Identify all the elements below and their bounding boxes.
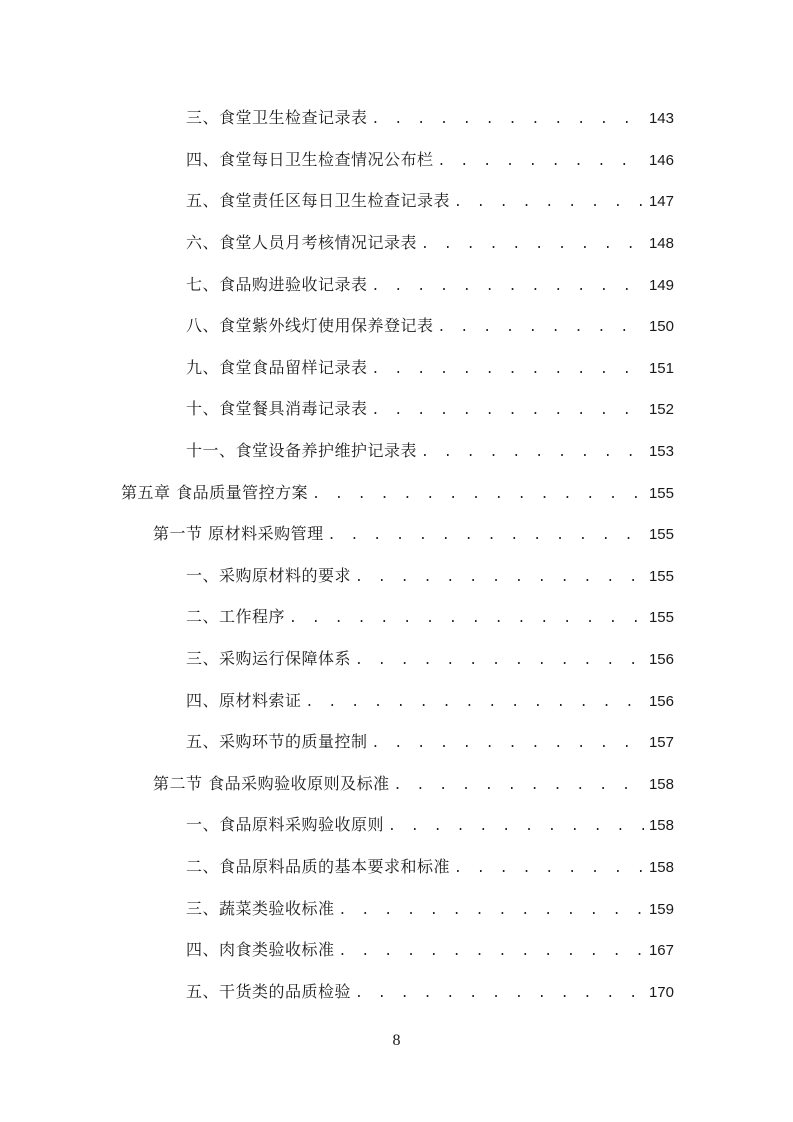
toc-entry-title: 第一节 原材料采购管理 <box>153 524 324 544</box>
toc-entry-page: 148 <box>648 235 674 253</box>
toc-entry-title: 九、食堂食品留样记录表 <box>186 357 368 377</box>
toc-dot-leader <box>306 695 644 710</box>
toc-entry[interactable] <box>0 969 793 1011</box>
toc-entry[interactable] <box>0 886 793 928</box>
toc-entry[interactable] <box>0 803 793 845</box>
toc-dot-leader <box>421 445 644 460</box>
toc-entry[interactable] <box>0 845 793 887</box>
toc-entry-title: 一、采购原材料的要求 <box>186 565 352 585</box>
table-of-contents <box>0 96 793 1011</box>
toc-entry-page: 158 <box>648 817 674 835</box>
toc-entry-title: 四、食堂每日卫生检查情况公布栏 <box>186 149 434 169</box>
toc-entry[interactable] <box>0 554 793 596</box>
toc-entry-title: 五、干货类的品质检验 <box>186 981 352 1001</box>
toc-entry-title: 五、食堂责任区每日卫生检查记录表 <box>186 191 451 211</box>
toc-entry[interactable] <box>0 762 793 804</box>
toc-entry-title: 三、采购运行保障体系 <box>186 649 352 669</box>
toc-entry-title: 八、食堂紫外线灯使用保养登记表 <box>186 316 434 336</box>
toc-entry-title: 四、肉食类验收标准 <box>186 940 335 960</box>
toc-entry[interactable] <box>0 221 793 263</box>
toc-entry[interactable] <box>0 304 793 346</box>
toc-entry-page: 147 <box>648 193 674 211</box>
toc-dot-leader <box>372 362 644 377</box>
toc-dot-leader <box>421 237 644 252</box>
toc-entry-title: 第五章 食品质量管控方案 <box>121 482 309 502</box>
toc-entry-title: 二、食品原料品质的基本要求和标准 <box>186 856 451 876</box>
toc-entry-page: 158 <box>648 858 674 876</box>
toc-entry[interactable] <box>0 720 793 762</box>
toc-entry-title: 十、食堂餐具消毒记录表 <box>186 399 368 419</box>
toc-entry[interactable] <box>0 387 793 429</box>
toc-dot-leader <box>328 528 644 543</box>
toc-entry-title: 十一、食堂设备养护维护记录表 <box>186 441 418 461</box>
toc-dot-leader <box>339 903 644 918</box>
toc-entry-page: 159 <box>648 900 674 918</box>
toc-entry-title: 五、采购环节的质量控制 <box>186 732 368 752</box>
toc-dot-leader <box>355 986 644 1001</box>
toc-dot-leader <box>372 279 644 294</box>
toc-entry[interactable] <box>0 429 793 471</box>
toc-entry-page: 170 <box>648 983 674 1001</box>
toc-entry-title: 三、蔬菜类验收标准 <box>186 898 335 918</box>
toc-dot-leader <box>438 320 644 335</box>
toc-dot-leader <box>394 778 644 793</box>
toc-entry-page: 155 <box>648 609 674 627</box>
toc-entry-title: 七、食品购进验收记录表 <box>186 274 368 294</box>
toc-dot-leader <box>438 154 644 169</box>
toc-dot-leader <box>289 611 644 626</box>
toc-entry-title: 六、食堂人员月考核情况记录表 <box>186 233 418 253</box>
toc-entry-title: 三、食堂卫生检查记录表 <box>186 108 368 128</box>
toc-entry-title: 二、工作程序 <box>186 607 286 627</box>
toc-dot-leader <box>372 403 644 418</box>
toc-entry-page: 150 <box>648 318 674 336</box>
toc-entry[interactable] <box>0 637 793 679</box>
toc-entry[interactable] <box>0 138 793 180</box>
toc-entry-page: 155 <box>648 484 674 502</box>
toc-dot-leader <box>312 487 644 502</box>
toc-entry-page: 153 <box>648 443 674 461</box>
toc-entry-page: 151 <box>648 359 674 377</box>
toc-entry-page: 155 <box>648 526 674 544</box>
toc-entry[interactable] <box>0 928 793 970</box>
toc-dot-leader <box>355 653 644 668</box>
toc-entry-page: 157 <box>648 734 674 752</box>
toc-entry[interactable] <box>0 96 793 138</box>
toc-entry-page: 156 <box>648 692 674 710</box>
toc-entry-page: 146 <box>648 151 674 169</box>
toc-dot-leader <box>372 112 644 127</box>
toc-entry-title: 一、食品原料采购验收原则 <box>186 815 385 835</box>
toc-dot-leader <box>454 861 644 876</box>
toc-entry-page: 152 <box>648 401 674 419</box>
toc-dot-leader <box>372 736 644 751</box>
toc-dot-leader <box>355 570 644 585</box>
toc-entry[interactable] <box>0 346 793 388</box>
toc-entry-title: 四、原材料索证 <box>186 690 302 710</box>
toc-entry[interactable] <box>0 678 793 720</box>
toc-entry-page: 158 <box>648 775 674 793</box>
toc-dot-leader <box>339 944 644 959</box>
toc-dot-leader <box>388 819 644 834</box>
toc-entry-page: 149 <box>648 276 674 294</box>
toc-entry-page: 156 <box>648 651 674 669</box>
toc-entry[interactable] <box>0 470 793 512</box>
toc-entry[interactable] <box>0 512 793 554</box>
toc-entry-page: 155 <box>648 567 674 585</box>
toc-entry-page: 143 <box>648 110 674 128</box>
toc-entry[interactable] <box>0 262 793 304</box>
toc-entry-title: 第二节 食品采购验收原则及标准 <box>153 773 390 793</box>
page-number: 8 <box>392 1032 401 1049</box>
toc-entry-page: 167 <box>648 942 674 960</box>
toc-entry[interactable] <box>0 595 793 637</box>
toc-entry[interactable] <box>0 179 793 221</box>
toc-dot-leader <box>454 195 644 210</box>
